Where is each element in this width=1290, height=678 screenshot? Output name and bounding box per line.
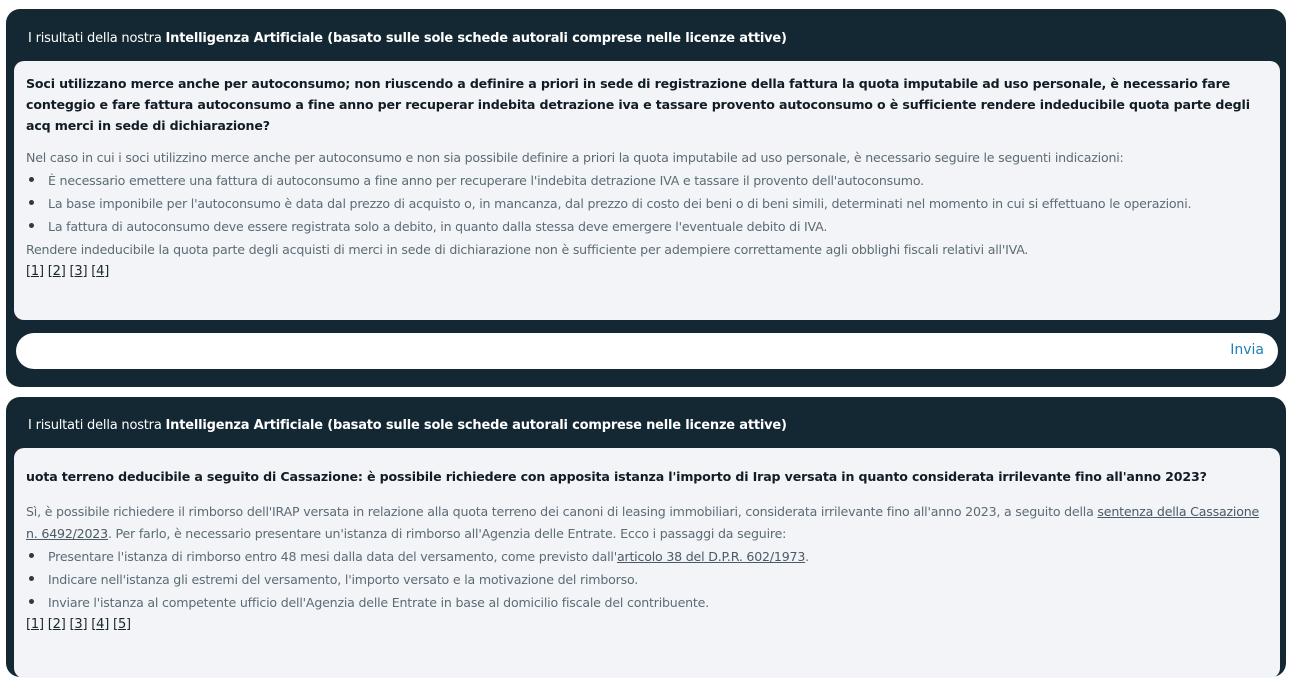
ref-link-1[interactable]: 1	[30, 264, 39, 279]
question-text: uota terreno deducibile a seguito di Cassazione: è possibile richiedere con apposita istanza l'importo di Irap versata in quanto considerata irrilevante fino all'anno 2023?	[26, 469, 1207, 484]
panel-header	[28, 31, 787, 46]
answer-conclusion: Rendere indeducibile la quota parte degli acquisti di merci in sede di dichiarazione non è sufficiente per adempiere correttamente agli obblighi fiscali relativi all'IVA.	[26, 242, 1029, 257]
articolo-link[interactable]: articolo 38 del D.P.R. 602/1973	[616, 549, 806, 564]
header-bold: Intelligenza Artificiale (basato sulle sole schede autorali comprese nelle licenze attive)	[165, 31, 787, 46]
ai-results-panel-1	[6, 9, 1286, 387]
answer-body	[26, 146, 1268, 283]
header-prefix: I risultati della nostra	[28, 31, 166, 46]
chat-input[interactable]	[30, 341, 1194, 363]
answer-card	[14, 448, 1280, 678]
answer-card	[14, 61, 1280, 320]
answer-bullets	[26, 545, 1268, 614]
ref-link-2[interactable]: 2	[52, 617, 61, 632]
ref-link-3[interactable]: 3	[74, 264, 83, 279]
ref-link-1[interactable]: 1	[30, 617, 39, 632]
ref-link-4[interactable]: 4	[96, 264, 105, 279]
chat-input-bar	[16, 333, 1278, 369]
panel-header	[28, 418, 787, 433]
list-item: Presentare l'istanza di rimborso entro 48 mesi dalla data del versamento, come previsto dall'articolo 38 del D.P.R. 602/1973.	[26, 545, 1268, 568]
header-bold: Intelligenza Artificiale (basato sulle sole schede autorali comprese nelle licenze attive)	[165, 418, 787, 433]
ai-results-panel-2	[6, 397, 1286, 677]
reference-links: [1] [2] [3] [4] [5]	[26, 617, 131, 632]
reference-links: [1] [2] [3] [4]	[26, 264, 110, 279]
list-item: La fattura di autoconsumo deve essere registrata solo a debito, in quanto dalla stessa deve emergere l'eventuale debito di IVA.	[26, 215, 1268, 238]
intro-text: Sì, è possibile richiedere il rimborso dell'IRAP versata in relazione alla quota terreno dei canoni di leasing immobiliari, considerata irrilevante fino all'anno 2023, a seguito della	[26, 504, 1098, 519]
sentenza-link[interactable]: sentenza della Cassazione n. 6492/2023	[26, 504, 1260, 541]
list-item: È necessario emettere una fattura di autoconsumo a fine anno per recuperare l'indebita detrazione IVA e tassare il provento dell'autoconsumo.	[26, 169, 1268, 192]
intro-text-cont: . Per farlo, è necessario presentare un'istanza di rimborso all'Agenzia delle Entrate. Ecco i passaggi da seguire:	[107, 526, 787, 541]
ref-link-4[interactable]: 4	[96, 617, 105, 632]
ref-link-2[interactable]: 2	[52, 264, 61, 279]
header-prefix: I risultati della nostra	[28, 418, 166, 433]
answer-intro	[26, 501, 1268, 545]
question-text: Soci utilizzano merce anche per autoconsumo; non riuscendo a definire a priori in sede di registrazione della fattura la quota imputabile ad uso personale, è necessario fare conteggio e fare fattura autoconsumo a fine anno per recuperar indebita detrazione iva e tassare provento autoconsumo o è sufficiente rendere indeducibile quota parte degli acq merci in sede di dichiarazione?	[26, 76, 1250, 133]
ref-link-3[interactable]: 3	[74, 617, 83, 632]
ref-link-5[interactable]: 5	[117, 617, 127, 632]
list-item: Inviare l'istanza al competente ufficio dell'Agenzia delle Entrate in base al domicilio fiscale del contribuente.	[26, 591, 1268, 614]
answer-body	[26, 501, 1268, 636]
send-button[interactable]: Invia	[1230, 342, 1264, 358]
answer-bullets	[26, 169, 1268, 238]
list-item: La base imponibile per l'autoconsumo è data dal prezzo di acquisto o, in mancanza, dal prezzo di costo dei beni o di beni simili, determinati nel momento in cui si effettuano le operazioni.	[26, 192, 1268, 215]
answer-intro: Nel caso in cui i soci utilizzino merce anche per autoconsumo e non sia possibile definire a priori la quota imputabile ad uso personale, è necessario seguire le seguenti indicazioni:	[26, 150, 1124, 165]
list-item: Indicare nell'istanza gli estremi del versamento, l'importo versato e la motivazione del rimborso.	[26, 568, 1268, 591]
